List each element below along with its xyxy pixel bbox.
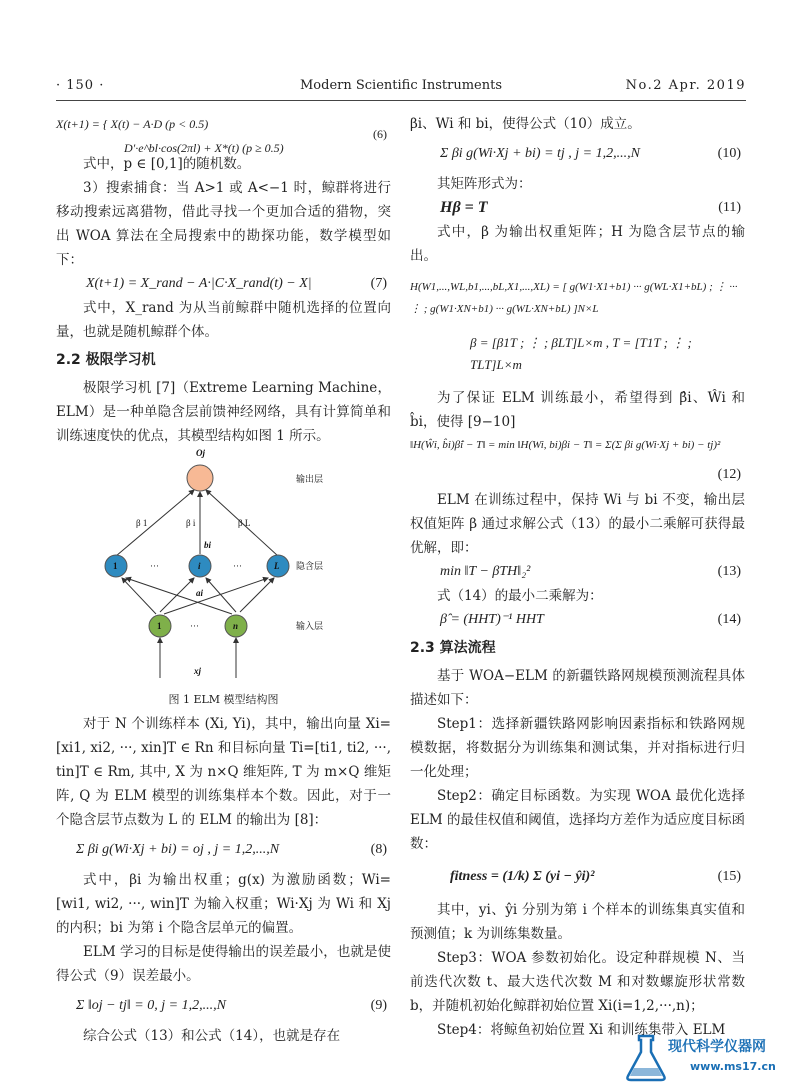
left-column <box>56 112 391 1048</box>
paragraph: βi、Wi 和 bi，使得公式（10）成立。 <box>410 116 641 132</box>
paragraph: 综合公式（13）和公式（14），也就是存在 <box>83 1028 341 1044</box>
paragraph: 极限学习机 [7]（Extreme Learning Machine，ELM）是一种单隐含层前馈神经网络，具有计算简单和训练速度快的优点，其模型结构如图 1 所示。 <box>56 380 391 444</box>
elm-figure <box>56 448 391 688</box>
equation-10: Σ βi g(Wi·Xj + bi) = tj , j = 1,2,...,N (10) <box>440 146 741 161</box>
hidden-node-1-label: 1 <box>113 561 118 571</box>
input-symbol: xj <box>194 666 202 676</box>
watermark-url: www.ms17.cn <box>690 1060 776 1073</box>
input-node-n-label: n <box>233 621 239 631</box>
paragraph: ELM 学习的目标是使得输出的误差最小，也就是使得公式（9）误差最小。 <box>56 944 391 984</box>
bias-label: bi <box>204 540 212 550</box>
paragraph: 式中，X_rand 为从当前鲸群中随机选择的位置向量，也就是随机鲸群个体。 <box>56 300 391 340</box>
watermark-title: 现代科学仪器网 <box>668 1039 766 1055</box>
equation-6: X(t+1) = { X(t) − A·D (p < 0.5) D′·e^bl·cos(2πl) + X*(t) (p ≥ 0.5) (6) <box>56 117 387 155</box>
hidden-node-l-label: L <box>274 561 280 571</box>
paragraph: 式中，βi 为输出权重；g(x) 为激励函数；Wi=[wi1, wi2, ···, win]T 为输入权重；Wi·Xj 为 Wi 和 Xj 的内积；bi 为第 i 个隐含层单元的偏置。 <box>56 872 391 936</box>
output-node <box>187 465 213 491</box>
equation-8: Σ βi g(Wi·Xj + bi) = oj , j = 1,2,...,N (8) <box>76 842 387 857</box>
section-heading: 2.3 算法流程 <box>410 640 496 656</box>
paragraph: 3）搜索捕食：当 A>1 或 A<−1 时，鲸群将进行移动搜索远离猎物，借此寻找一个更加合适的猎物，突出 WOA 算法在全局搜索中的勘探功能，数学模型如下： <box>56 180 391 268</box>
equation-13: min ‖T − βTH‖₂² (13) <box>440 564 741 579</box>
figure-caption: 图 1 ELM 模型结构图 <box>168 693 279 706</box>
beta-i-label: β i <box>186 518 196 528</box>
paragraph: Step2：确定目标函数。为实现 WOA 最优化选择 ELM 的最佳权值和阈值，选择均方差作为适应度目标函数： <box>410 788 745 852</box>
paragraph: 式中，β 为输出权重矩阵；H 为隐含层节点的输出。 <box>410 224 745 264</box>
section-heading: 2.2 极限学习机 <box>56 352 156 368</box>
hidden-dots: ··· <box>233 561 242 571</box>
journal-name: Modern Scientific Instruments <box>299 78 503 93</box>
matrix-beta-t: β = [β1T ; ⋮ ; βLT]L×m , T = [T1T ; ⋮ ; TLT]L×m <box>470 335 692 372</box>
equation-14: β̂ = (HHT)⁻¹ HHT (14) <box>440 612 741 627</box>
watermark <box>620 1030 800 1085</box>
matrix-h: H(W1,...,WL,b1,...,bL,X1,...,XL) = [ g(W1·X1+b1) ··· g(WL·X1+bL) ; ⋮ ··· ⋮ ; g(W1·XN+b1) ··· g(WL·XN+bL) ]N×L <box>410 281 738 315</box>
page-number: · 150 · <box>56 78 105 93</box>
issue-info: No.2 Apr. 2019 <box>625 78 746 93</box>
paragraph: 对于 N 个训练样本 (Xi, Yi)，其中，输出向量 Xi=[xi1, xi2, ···, xin]T ∈ Rn 和目标向量 Ti=[ti1, ti2, ···, tin]T ∈ Rm, 其中, X 为 n×Q 维矩阵, T 为 m×Q 维矩阵, Q 为 ELM 模型的训练集样本个数。因此，对于一个隐含层节点数为 L 的 ELM 的输出为 [8]： <box>56 716 391 828</box>
elm-diagram <box>56 448 391 688</box>
paragraph: 其中，yi、ŷi 分别为第 i 个样本的训练集真实值和预测值；k 为训练集数量。 <box>410 902 745 942</box>
input-dots: ··· <box>190 621 199 631</box>
hidden-dots: ··· <box>150 561 159 571</box>
right-column <box>410 112 745 1042</box>
header-rule <box>56 100 746 101</box>
hidden-node-i-label: i <box>198 561 201 571</box>
equation-9: Σ ‖oj − tj‖ = 0, j = 1,2,...,N (9) <box>76 998 387 1013</box>
input-node-1-label: 1 <box>157 621 162 631</box>
paragraph: 其矩阵形式为： <box>437 176 532 192</box>
output-symbol: Oj <box>196 448 205 458</box>
paragraph: Step1：选择新疆铁路网影响因素指标和铁路网规模数据，将数据分为训练集和测试集，并对指标进行归一化处理； <box>410 716 745 780</box>
flask-logo-icon <box>624 1032 668 1082</box>
paragraph: 式中，p ∈ [0,1]的随机数。 <box>83 156 251 172</box>
paragraph: Step3：WOA 参数初始化。设定种群规模 N、当前迭代次数 t、最大迭代次数 M 和对数螺旋形状常数 b，并随机初始化鲸群初始位置 Xi(i=1,2,···,n)； <box>410 950 745 1014</box>
equation-11: Hβ = T (11) <box>440 199 741 216</box>
beta-l-label: β L <box>238 518 251 528</box>
hidden-layer-label: 隐含层 <box>296 561 324 571</box>
paragraph: 基于 WOA−ELM 的新疆铁路网规模预测流程具体描述如下： <box>410 668 745 708</box>
equation-15: fitness = (1/k) Σ (yi − ŷi)² (15) <box>450 869 741 884</box>
output-layer-label: 输出层 <box>296 474 324 484</box>
equation-12: ‖H(Ŵi, b̂i)β̂i − T‖ = min ‖H(Wi, bi)βi − T‖ = Σ(Σ βi g(Wi·Xj + bi) − tj)² (12) <box>410 439 741 482</box>
paragraph: 为了保证 ELM 训练最小，希望得到 β̂i、Ŵi 和 b̂i，使得 [9−10] <box>410 390 745 430</box>
input-layer-label: 输入层 <box>296 621 324 631</box>
page-header <box>56 78 746 98</box>
weight-label: ai <box>196 588 204 598</box>
equation-7: X(t+1) = X_rand − A·|C·X_rand(t) − X| (7) <box>86 276 387 291</box>
paragraph: Step4：将鲸鱼初始位置 Xi 和训练集带入 ELM <box>437 1022 726 1038</box>
paragraph: ELM 在训练过程中，保持 Wi 与 bi 不变，输出层权值矩阵 β 通过求解公式（13）的最小二乘解可获得最优解，即： <box>410 492 745 556</box>
paragraph: 式（14）的最小二乘解为： <box>437 588 603 604</box>
beta-1-label: β 1 <box>136 518 148 528</box>
